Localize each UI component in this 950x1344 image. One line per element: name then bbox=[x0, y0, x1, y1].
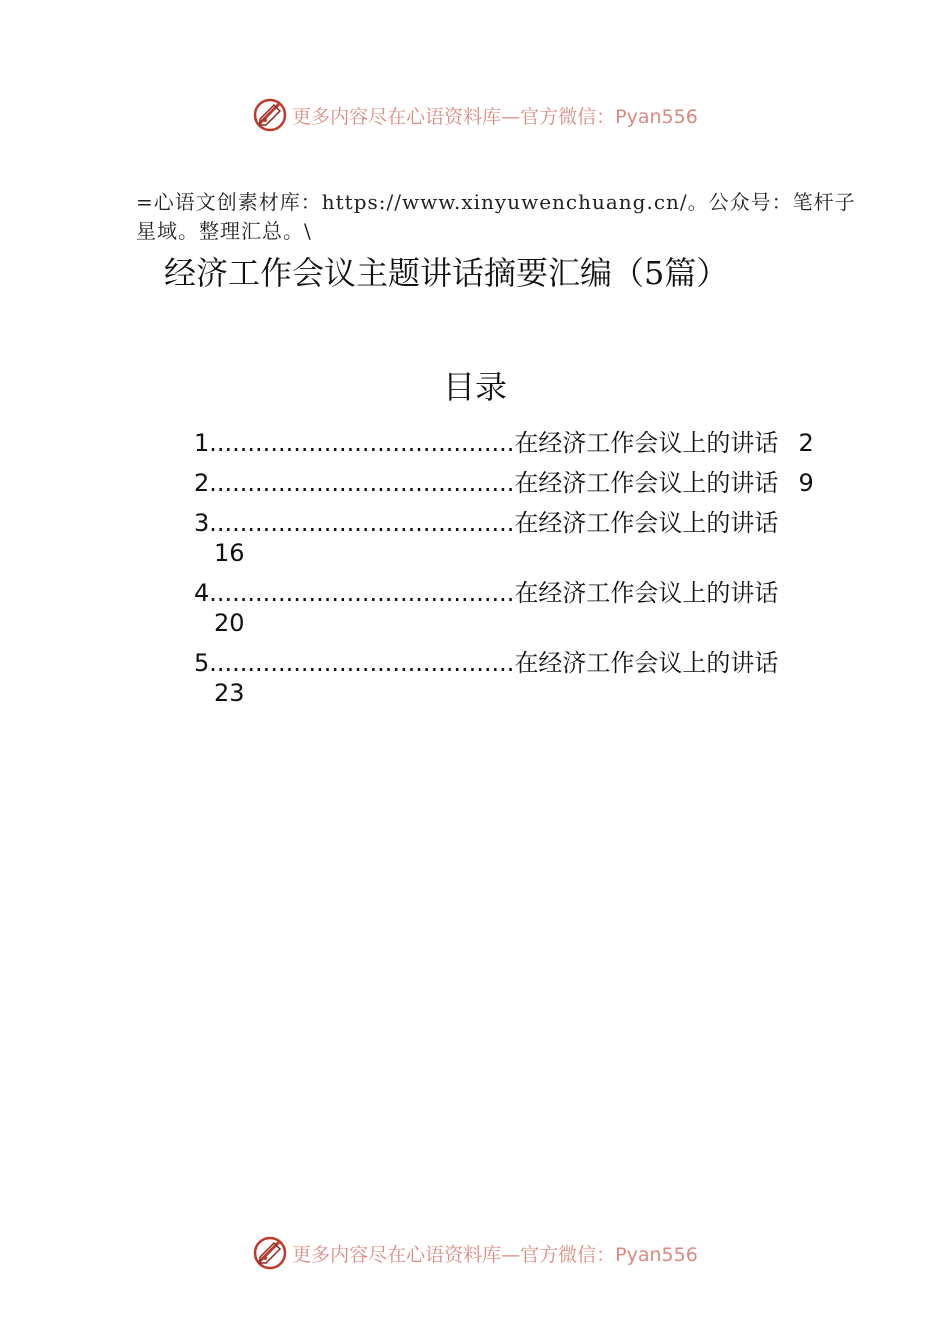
toc-leader-dots: ........................................ bbox=[209, 579, 515, 607]
source-line: =心语文创素材库：https://www.xinyuwenchuang.cn/。公众号：笔杆子星域。整理汇总。\ bbox=[136, 190, 856, 243]
pen-logo-icon bbox=[252, 97, 288, 133]
toc-entry-1[interactable] bbox=[194, 428, 854, 458]
toc-leader-dots: ........................................ bbox=[209, 469, 515, 497]
banner-text: 更多内容尽在心语资料库— bbox=[292, 1243, 521, 1266]
toc-entry-3[interactable] bbox=[194, 508, 854, 568]
pen-logo-icon bbox=[252, 1235, 288, 1271]
header-banner bbox=[0, 93, 950, 137]
toc-entry-number: 1 bbox=[194, 429, 210, 457]
toc-leader-dots: ........................................ bbox=[209, 649, 515, 677]
toc-entry-page: 2 bbox=[798, 429, 814, 457]
toc-entry-title: 在经济工作会议上的讲话 bbox=[514, 649, 779, 677]
toc-heading: 目录 bbox=[442, 368, 507, 406]
toc-entry-page: 9 bbox=[798, 469, 814, 497]
toc-entry-page: 23 bbox=[214, 679, 245, 707]
toc-entry-title: 在经济工作会议上的讲话 bbox=[514, 469, 779, 497]
toc-leader-dots: ........................................ bbox=[209, 509, 515, 537]
toc-entry-title: 在经济工作会议上的讲话 bbox=[514, 429, 779, 457]
toc-entry-4[interactable] bbox=[194, 578, 854, 638]
toc-entry-number: 4 bbox=[194, 579, 210, 607]
footer-banner bbox=[0, 1231, 950, 1275]
toc-entry-title: 在经济工作会议上的讲话 bbox=[514, 579, 779, 607]
toc-entry-title: 在经济工作会议上的讲话 bbox=[514, 509, 779, 537]
toc-entry-page: 20 bbox=[214, 609, 245, 637]
toc-entry-page: 16 bbox=[214, 539, 245, 567]
toc-entry-number: 5 bbox=[194, 649, 210, 677]
banner-wechat: 官方微信：Pyan556 bbox=[520, 1243, 698, 1266]
table-of-contents bbox=[194, 428, 854, 718]
banner-wechat: 官方微信：Pyan556 bbox=[520, 105, 698, 128]
toc-entry-5[interactable] bbox=[194, 648, 854, 708]
toc-entry-number: 3 bbox=[194, 509, 210, 537]
document-title: 经济工作会议主题讲话摘要汇编（5篇） bbox=[164, 254, 729, 292]
toc-entry-number: 2 bbox=[194, 469, 210, 497]
toc-leader-dots: ........................................ bbox=[209, 429, 515, 457]
toc-entry-2[interactable] bbox=[194, 468, 854, 498]
banner-text: 更多内容尽在心语资料库— bbox=[292, 105, 521, 128]
